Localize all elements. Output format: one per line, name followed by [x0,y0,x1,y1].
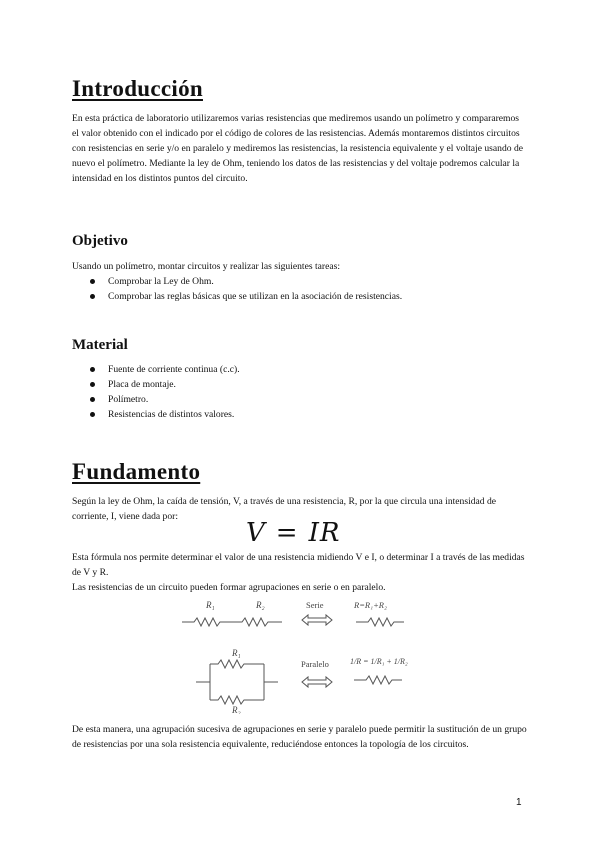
list-item: Polímetro. [72,392,240,407]
list-item: Comprobar las reglas básicas que se utilizan en la asociación de resistencias. [72,289,402,304]
fundamento-paragraph-2: Esta fórmula nos permite determinar el valor de una resistencia midiendo V e I, o determinar I a través de las medidas de V y R. [72,552,525,578]
equivalent-resistor-icon [356,618,404,626]
serie-formula: R=R₁+R₂ [354,600,387,610]
ohm-formula [246,518,340,548]
heading-objetivo: Objetivo [72,233,128,249]
fundamento-paragraph-1: Según la ley de Ohm, la caída de tensión, V, a través de una resistencia, R, por la que circula una intensidad de corriente, I, viene dada por: [72,496,497,522]
series-resistors-icon [182,618,282,626]
series-r2-label: R₂ [256,600,265,610]
objetivo-list [72,274,402,304]
fundamento-paragraph-4: De esta manera, una agrupación sucesiva de agrupaciones en serie y paralelo puede permitir la sustitución de un grupo de resistencias por una sola resistencia equivalente, reduciéndose entonces la topología de los circuitos. [72,724,527,750]
parallel-resistors-icon [196,660,278,704]
material-list [72,362,240,422]
list-item: Comprobar la Ley de Ohm. [72,274,402,289]
serie-double-arrow-icon [302,615,332,625]
page-number: 1 [516,797,522,808]
parallel-r1-label: R₁ [232,648,241,658]
resistor-association-diagram [180,596,420,714]
heading-fundamento: Fundamento [72,459,201,484]
list-item: Fuente de corriente continua (c.c). [72,362,240,377]
paralelo-formula: 1/R = 1/R₁ + 1/R₂ [350,657,408,666]
list-item: Placa de montaje. [72,377,240,392]
heading-material: Material [72,337,128,353]
parallel-r2-label: R₂ [232,705,241,714]
serie-label: Serie [306,600,324,610]
formula-rhs: IR [308,518,341,548]
paralelo-label: Paralelo [301,659,329,669]
fundamento-paragraph-3: Las resistencias de un circuito pueden formar agrupaciones en serie o en paralelo. [72,582,386,593]
formula-equals: = [275,518,299,548]
list-item: Resistencias de distintos valores. [72,407,240,422]
introduccion-paragraph: En esta práctica de laboratorio utilizaremos varias resistencias que mediremos usando un polímetro y compararemos el valor obtenido con el indicado por el código de colores de las resistencias. Además montaremos distintos circuitos con resistencias en serie y/o en paralelo y mediremos las resistencias, la resistencia equivalente y el voltaje usando de nuevo el polímetro. Mediante la ley de Ohm, teniendo los datos de las resistencias y del voltaje podremos calcular la intensidad en los distintos puntos del circuito. [72,113,524,184]
formula-lhs: V [246,518,266,548]
series-r1-label: R₁ [206,600,215,610]
objetivo-intro: Usando un polímetro, montar circuitos y realizar las siguientes tareas: [72,261,341,272]
paralelo-double-arrow-icon [302,677,332,687]
heading-introduccion: Introducción [72,76,203,101]
equivalent-parallel-resistor-icon [354,676,402,684]
